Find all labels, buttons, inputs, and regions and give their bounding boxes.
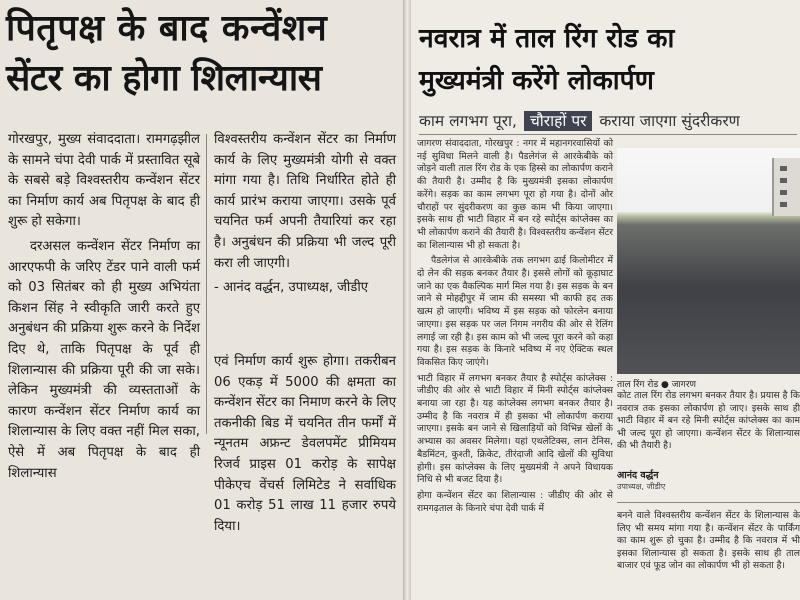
subhead-rule: [419, 134, 797, 135]
right-col1-para3: भाटी विहार में लगभग बनकर तैयार है स्पोर्ट्स कांप्लेक्स : जीडीए की ओर से भाटी विहार में मिनी स्पोर्ट्स कांप्लेक्स बनाया जा रहा है। यह कांप्लेक्स लगभग बनकर तैयार है। उम्मीद है कि नवरात्र में ही इसका भी लोकार्पण कराया जाएगा। इसके बन जाने से खिलाड़ियों को विभिन्न खेलों के अभ्यास का अवसर मिलेगा। यहां एथलेटिक्स, लान टेनिस, बैडमिंटन, कुश्ती, क्रिकेट, तीरंदाजी आदि खेलों की सुविधा होगी। इस कांप्लेक्स के लिए मुख्यमंत्री ने अपने विधायक निधि से भी बजट दिया है।: [417, 372, 613, 486]
quote-author: [617, 468, 800, 492]
building-icon: [772, 158, 800, 216]
right-column-2-quote: कोट ताल रिंग रोड लगभग बनकर तैयार है। प्रयास है कि नवरात्र तक इसका लोकार्पण हो जाए। इसके साथ ही भाटी विहार में बन रहे मिनी स्पोर्ट्स कांप्लेक्स का काम भी जल्द पूरा हो जाएगा। कन्वेंशन सेंटर के शिलान्यास की भी तैयारी है।: [617, 390, 800, 451]
left-headline: [6, 6, 398, 102]
right-headline-line1: नवरात्र में ताल रिंग रोड का: [419, 23, 675, 54]
left-column-1: [8, 130, 200, 488]
subhead-text-2: कराया जाएगा सुंदरीकरण: [599, 112, 740, 130]
right-column-1: [417, 138, 613, 518]
author-name: आनंद वर्द्धन: [617, 470, 659, 481]
author-role: उपाध्यक्ष, जीडीए: [617, 482, 666, 491]
subhead-text-1: काम लगभग पूरा,: [419, 112, 517, 130]
left-headline-line1: पितृपक्ष के बाद कन्वेंशन: [6, 8, 328, 49]
left-col2-para2: एवं निर्माण कार्य शुरू होगा। तकरीबन 06 एकड़ में 5000 की क्षमता का कन्वेंशन सेंटर का निमाण करने के लिए तकनीकी बिड में चयनित तीन फर्मों में न्यूनतम अफ्रन्ट डेवलपमेंट प्रीमियम रिजर्व प्राइस 01 करोड़ के सापेक्ष पीकेएच वेंचर्स लिमिटेड ने सर्वाधिक 01 करोड़ 51 लाख 11 हजार रुपये दिया।: [214, 354, 396, 534]
right-headline: [419, 18, 797, 102]
quote-rule: [617, 502, 800, 503]
right-article: [411, 0, 800, 600]
right-col1-para2: पैडलेगंज से आरकेबीके तक लगभग ढाई किलोमीटर में दो लेन की सड़क बनकर तैयार है। इससे लोगों को कूड़ाघाट जाने का एक वैकल्पिक मार्ग मिल गया है। इस सड़क के बन जाने से मोहद्दीपुर में जाम की समस्या भी काफी हद तक खत्म हो जाएगी। भविष्य में इस सड़क को फोरलेन बनाया जाएगा। इस सड़क पर जल निगम नगरीय की ओर से रेलिंग लगाई जा रही है। इस काम को भी जल्द पूरा करने को कहा गया है। इस सड़क के किनारे भविष्य में नए ऐक्टिक स्थल विकसित किए जाएंगे।: [417, 255, 613, 368]
subhead-highlight: चौराहों पर: [524, 111, 593, 131]
left-column-2-box: [214, 130, 396, 303]
photo-caption: ताल रिंग रोड ● जागरण: [617, 380, 697, 390]
left-headline-line2: सेंटर का होगा शिलान्यास: [6, 58, 322, 99]
left-column-2: [214, 352, 396, 541]
right-col1-para4: होगा कन्वेंशन सेंटर का शिलान्यास : जीडीए की ओर से रामगढ़ताल के किनारे चंपा देवी पार्क में: [417, 489, 613, 514]
right-headline-line2: मुख्यमंत्री करेंगे लोकार्पण: [419, 65, 654, 96]
road-photo: [617, 148, 800, 374]
page-fold: [403, 0, 411, 600]
left-col2-para1: विश्वस्तरीय कन्वेंशन सेंटर का निर्माण कार्य के लिए मुख्यमंत्री योगी से वक्त मांगा गया है। तिथि निर्धारित होते ही कार्य प्रारंभ कराया जाएगा। उसके पूर्व चयनित फर्म अपनी तैयारियां कर रहा है। अनुबंधन की प्रक्रिया भी जल्द पूरी करा ली जाएगी।: [214, 132, 396, 271]
right-column-2-bottom: बनने वाले विश्वस्तरीय कन्वेंशन सेंटर के शिलान्यास के लिए भी समय मांगा गया है। कन्वेंशन सेंटर के पार्किंग का काम शुरू हो चुका है। उम्मीद है कि नवरात्र में भी इसका शिलान्यास हो सकता है। इसके साथ ही ताल बाजार एवं फूड जोन का लोकार्पण भी हो सकता है।: [617, 510, 800, 571]
column-divider: [206, 134, 207, 434]
left-col2-quote: - आनंद वर्द्धन, उपाध्यक्ष, जीडीए: [214, 280, 369, 296]
left-col1-para1: गोरखपुर, मुख्य संवाददाता। रामगढ़झील के सामने चंपा देवी पार्क में प्रस्तावित सूबे के सबसे बड़े विश्वस्तरीय कन्वेंशन सेंटर का निर्माण कार्य अब पितृपक्ष के बाद ही शुरू हो सकेगा।: [8, 132, 200, 230]
right-col1-para1: जागरण संवाददाता, गोरखपुर : नगर में महानगरवासियों को नई सुविधा मिलने वाली है। पैडलेगंज से आरकेबीके को जोड़ने वाली ताल रिंग रोड के एक हिस्से का लोकार्पण कराने की तैयारी है। उम्मीद है कि मुख्यमंत्री इसका लोकार्पण करेंगे। सड़क का काम लगभग पूरा हो गया है। दोनों ओर चौराहों पर सुंदरीकरण का कुछ काम भी किया जाएगा। इसके साथ ही भाटी विहार में बन रहे स्पोर्ट्स कांप्लेक्स का भी लोकार्पण कराने की तैयारी है। विश्वस्तरीय कन्वेंशन सेंटर का शिलान्यास भी हो सकता है।: [417, 138, 613, 251]
left-col1-para2: दरअसल कन्वेंशन सेंटर निर्माण का आरएफपी के जरिए टेंडर पाने वाली फर्म को 03 सितंबर को ही मुख्य अभियंता किशन सिंह ने स्वीकृति जारी करते हुए अनुबंधन की प्रक्रिया शुरू करने के निर्देश दिए थे, ताकि पितृपक्ष के पूर्व ही शिलान्यास की प्रक्रिया पूरी की जा सके। लेकिन मुख्यमंत्री की व्यस्तताओं के कारण कन्वेंशन सेंटर निर्माण कार्य का शिलान्यास के लिए वक्त नहीं मिल सका, ऐसे में अब पितृपक्ष के बाद ही शिलान्यास: [8, 238, 200, 481]
right-subheadline: [419, 110, 799, 132]
